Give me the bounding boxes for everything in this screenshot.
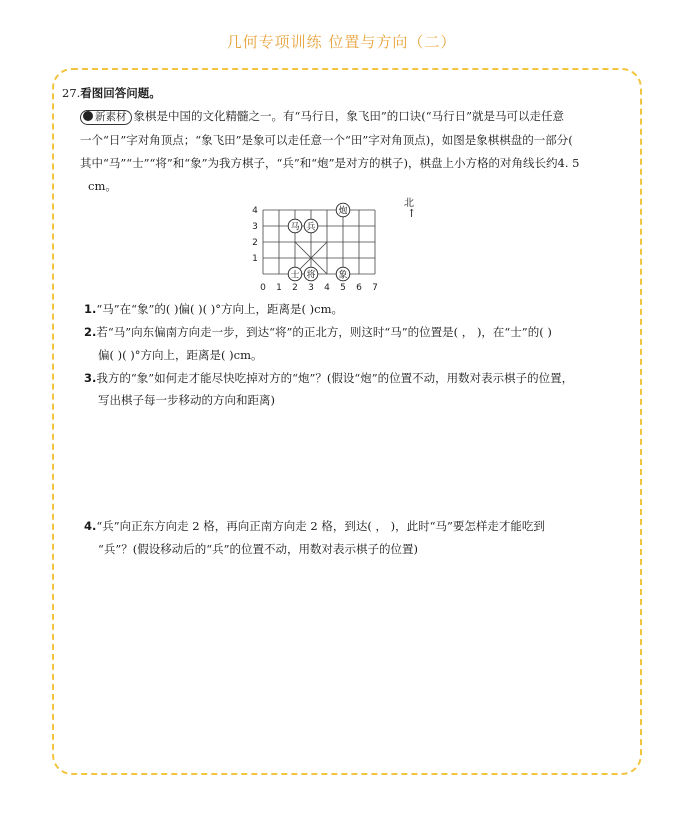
chess-piece [336,203,350,217]
x-tick-label: 2 [292,283,298,293]
intro-line-3: 其中“马”“士”“将”和“象”为我方棋子，“兵”和“炮”是对方的棋子)，棋盘上小方格的对角线长约4. 5 [80,156,580,170]
y-tick-label: 4 [252,206,258,216]
question-2-line-1 [84,324,552,340]
x-tick-label: 6 [356,283,362,293]
new-material-badge [80,110,132,125]
y-tick-label: 2 [252,238,258,248]
x-tick-label: 0 [260,283,266,293]
chess-piece-label: 将 [306,270,316,281]
q4-text-1: “兵”向正东方向走 2 格，再向正南方向走 2 格，到达( ， )，此时“马”要怎样走才能吃到 [96,519,545,533]
q3-number: 3. [84,371,97,385]
y-axis-ticks [252,206,258,264]
chess-piece [304,267,318,281]
north-label: 北 [404,198,414,209]
north-arrow-icon: ↑ [407,207,417,220]
chess-piece-label: 炮 [338,206,348,217]
chess-piece [304,219,318,233]
chess-piece-label: 兵 [306,222,316,233]
question-2-line-2: 偏( )( )°方向上，距离是( )cm。 [98,348,263,362]
chess-board-figure [240,200,430,300]
y-tick-label: 1 [252,254,258,264]
q3-text-1: 我方的“象”如何走才能尽快吃掉对方的“炮”？(假设“炮”的位置不动，用数对表示棋子的位置， [96,371,574,385]
q1-number: 1. [84,302,97,316]
intro-line-4: cm。 [88,179,117,193]
chess-piece-label: 士 [290,270,300,281]
y-tick-label: 3 [252,222,258,232]
x-tick-label: 1 [276,283,282,293]
question-3-line-2: 写出棋子每一步移动的方向和距离) [98,393,275,407]
chess-piece-label: 马 [290,222,300,233]
badge-label: 新素材 [95,111,127,123]
question-3-line-1 [84,370,573,386]
chess-piece [336,267,350,281]
question-4-line-2: “兵”？(假设移动后的“兵”的位置不动，用数对表示棋子的位置) [98,542,418,556]
intro-text-1: 象棋是中国的文化精髓之一。有“马行日，象飞田”的口诀(“马行日”就是马可以走任意 [133,109,564,123]
q2-text-1: 若“马”向东偏南方向走一步，到达“将”的正北方，则这时“马”的位置是( ， )，在“士”的( ) [96,325,552,339]
q2-number: 2. [84,325,97,339]
x-tick-label: 5 [340,283,346,293]
q1-text: “马”在“象”的( )偏( )( )°方向上，距离是( )cm。 [96,302,344,316]
chess-piece-label: 象 [338,270,348,281]
problem-number: 27. [62,86,81,100]
question-frame [52,68,642,775]
page-header-title: 几何专项训练 位置与方向（二） [226,33,457,51]
intro-line-1 [80,108,564,125]
chess-piece [288,219,302,233]
x-tick-label: 3 [308,283,314,293]
problem-heading [62,85,161,101]
question-1 [84,301,343,317]
badge-icon [83,111,93,121]
x-axis-ticks [260,283,378,293]
x-tick-label: 4 [324,283,330,293]
question-4-line-1 [84,518,545,534]
intro-line-2: 一个“日”字对角顶点；“象飞田”是象可以走任意一个“田”字对角顶点)，如图是象棋棋盘的一部分( [80,133,573,147]
problem-title: 看图回答问题。 [80,86,161,100]
chess-piece [288,267,302,281]
x-tick-label: 7 [372,283,378,293]
q4-number: 4. [84,519,97,533]
board-grid [263,210,375,274]
